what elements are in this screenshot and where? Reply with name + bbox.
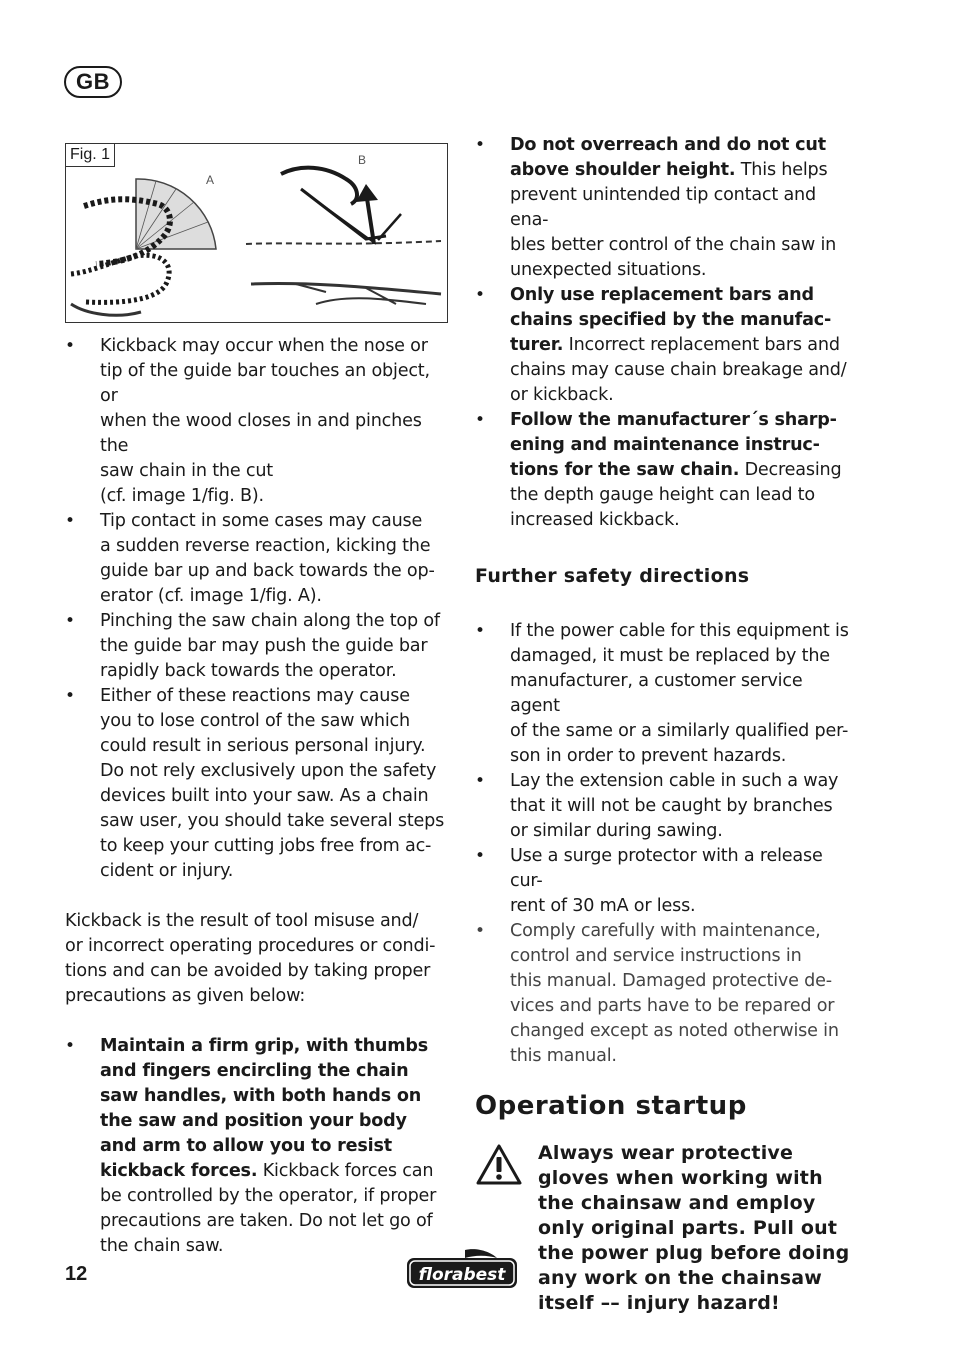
- list-item: [65, 1034, 450, 1259]
- kickback-figure: [65, 143, 448, 323]
- line: vices and parts have to be repared or: [510, 996, 835, 1016]
- list-item: [475, 919, 855, 1069]
- line: Always wear protective: [538, 1142, 794, 1164]
- list-item: [65, 509, 450, 609]
- line: • Kickback may occur when the nose or: [100, 336, 428, 356]
- figure-label: Fig. 1: [65, 143, 115, 167]
- line: chains may cause chain breakage and/: [510, 360, 847, 380]
- line: this manual.: [510, 1046, 617, 1066]
- line: • Lay the extension cable in such a way: [510, 771, 839, 791]
- line: manufacturer, a customer service agent: [510, 671, 803, 716]
- line: or similar during sawing.: [510, 821, 723, 841]
- left-column: [65, 334, 450, 1259]
- line: a sudden reverse reaction, kicking the: [100, 536, 431, 556]
- line: saw handles, with both hands on: [100, 1086, 422, 1106]
- further-safety-heading: Further safety directions: [475, 565, 750, 587]
- precaution-bullet-list: [475, 133, 855, 533]
- line: the power plug before doing: [538, 1242, 850, 1264]
- line: bles better control of the chain saw in: [510, 235, 837, 255]
- maintenance-list: [475, 919, 855, 1069]
- text-run: Decreasing: [739, 460, 842, 480]
- line: the guide bar may push the guide bar: [100, 636, 428, 656]
- line: when the wood closes in and pinches the: [100, 411, 422, 456]
- line: ening and maintenance instruc-: [510, 435, 820, 455]
- line: • If the power cable for this equipment is: [510, 621, 849, 641]
- line: saw chain in the cut: [100, 461, 273, 481]
- warning-block: [475, 1141, 855, 1316]
- line: of the same or a similarly qualified per-: [510, 721, 849, 741]
- bold-run: turer.: [510, 335, 564, 355]
- line: cident or injury.: [100, 861, 234, 881]
- list-item: [475, 133, 855, 283]
- text-run: Incorrect replacement bars and: [563, 335, 840, 355]
- bold-run: kickback forces.: [100, 1161, 258, 1181]
- text-run: This helps: [735, 160, 828, 180]
- grip-bullet-list: [65, 1034, 450, 1259]
- line: precautions are taken. Do not let go of: [100, 1211, 433, 1231]
- line: rent of 30 mA or less.: [510, 896, 696, 916]
- list-item: [475, 283, 855, 408]
- line: [510, 333, 855, 358]
- line: and arm to allow you to resist: [100, 1136, 392, 1156]
- line: guide bar up and back towards the op-: [100, 561, 435, 581]
- line: Do not rely exclusively upon the safety: [100, 761, 437, 781]
- line: or kickback.: [510, 385, 614, 405]
- line: (cf. image 1/fig. B).: [100, 486, 264, 506]
- line: erator (cf. image 1/fig. A).: [100, 586, 322, 606]
- line: • Use a surge protector with a release cur-: [510, 846, 823, 891]
- right-column: [475, 133, 855, 1316]
- further-safety-list: [475, 619, 855, 919]
- line: any work on the chainsaw: [538, 1267, 823, 1289]
- line: could result in serious personal injury.: [100, 736, 426, 756]
- line: saw user, you should take several steps: [100, 811, 445, 831]
- line: changed except as noted otherwise in: [510, 1021, 839, 1041]
- list-item: [475, 619, 855, 769]
- list-item: [475, 844, 855, 919]
- line: prevent unintended tip contact and ena-: [510, 185, 816, 230]
- warning-text: [538, 1141, 855, 1316]
- kickback-paragraph: [65, 909, 450, 1009]
- line: • Maintain a firm grip, with thumbs: [100, 1036, 429, 1056]
- line: son in order to prevent hazards.: [510, 746, 787, 766]
- line: [100, 1159, 450, 1184]
- line: [510, 158, 855, 183]
- fig-tag-b: B: [358, 153, 367, 167]
- list-item: [475, 769, 855, 844]
- list-item: [475, 408, 855, 533]
- text-run: Kickback forces can: [257, 1161, 434, 1181]
- line: • Tip contact in some cases may cause: [100, 511, 423, 531]
- line: • Only use replacement bars and: [510, 285, 814, 305]
- fig-tag-a: A: [206, 173, 215, 187]
- line: • Do not overreach and do not cut: [510, 135, 826, 155]
- kickback-illustration: [66, 144, 446, 321]
- line: tions and can be avoided by taking proper: [65, 961, 431, 981]
- line: that it will not be caught by branches: [510, 796, 833, 816]
- list-item: [65, 684, 450, 884]
- line: the saw and position your body: [100, 1111, 407, 1131]
- line: be controlled by the operator, if proper: [100, 1186, 437, 1206]
- line: rapidly back towards the operator.: [100, 661, 397, 681]
- brand-name: florabest: [418, 1265, 506, 1285]
- page-number: 12: [65, 1263, 88, 1285]
- language-badge: GB: [64, 66, 122, 98]
- list-item: [65, 609, 450, 684]
- line: • Follow the manufacturer´s sharp-: [510, 410, 837, 430]
- line: gloves when working with: [538, 1167, 823, 1189]
- line: the chain saw.: [100, 1236, 224, 1256]
- line: increased kickback.: [510, 510, 680, 530]
- list-item: [65, 334, 450, 509]
- line: the chainsaw and employ: [538, 1192, 816, 1214]
- line: [510, 458, 855, 483]
- line: devices built into your saw. As a chain: [100, 786, 429, 806]
- bold-run: above shoulder height.: [510, 160, 736, 180]
- line: you to lose control of the saw which: [100, 711, 410, 731]
- bold-run: tions for the saw chain.: [510, 460, 740, 480]
- line: unexpected situations.: [510, 260, 707, 280]
- line: to keep your cutting jobs free from ac-: [100, 836, 432, 856]
- line: and fingers encircling the chain: [100, 1061, 409, 1081]
- line: • Either of these reactions may cause: [100, 686, 410, 706]
- line: • Pinching the saw chain along the top of: [100, 611, 440, 631]
- line: this manual. Damaged protective de-: [510, 971, 832, 991]
- line: damaged, it must be replaced by the: [510, 646, 830, 666]
- line: itself –– injury hazard!: [538, 1292, 780, 1314]
- line: or incorrect operating procedures or condi-: [65, 936, 436, 956]
- line: Kickback is the result of tool misuse and/: [65, 911, 419, 931]
- line: the depth gauge height can lead to: [510, 485, 815, 505]
- brand-logo: [405, 1248, 519, 1290]
- line: control and service instructions in: [510, 946, 802, 966]
- kickback-bullet-list: [65, 334, 450, 884]
- line: tip of the guide bar touches an object, or: [100, 361, 430, 406]
- line: • Comply carefully with maintenance,: [510, 921, 821, 941]
- line: precautions as given below:: [65, 986, 306, 1006]
- warning-icon: [475, 1143, 523, 1187]
- line: only original parts. Pull out: [538, 1217, 838, 1239]
- line: chains specified by the manufac-: [510, 310, 832, 330]
- section-heading: Operation startup: [475, 1091, 747, 1121]
